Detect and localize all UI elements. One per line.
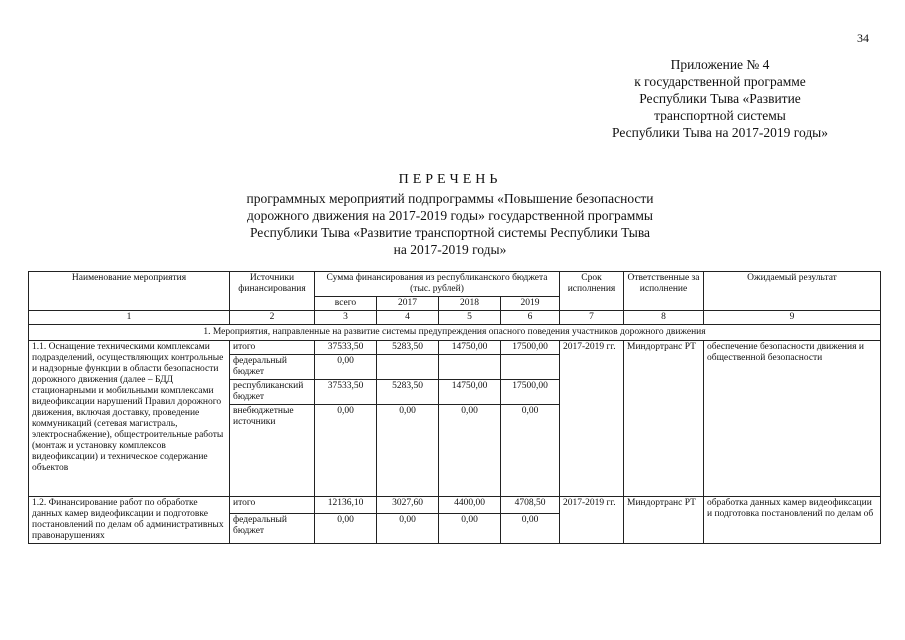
col-number: 2 xyxy=(230,311,315,325)
col-number: 6 xyxy=(501,311,560,325)
term-cell: 2017-2019 гг. xyxy=(560,341,624,497)
result-cell: обеспечение безопасности движения и общественной безопасности xyxy=(704,341,881,497)
column-number-row xyxy=(29,311,881,325)
subtitle-line: Республики Тыва «Развитие транспортной системы Республики Тыва xyxy=(249,225,651,240)
y2019-cell: 0,00 xyxy=(501,513,560,543)
total-cell: 0,00 xyxy=(315,405,377,497)
appendix-line: транспортной системы xyxy=(654,108,786,123)
item-name: 1.1. Оснащение техническими комплексами подразделений, осуществляющих контрольные и надзорные функции в области безопасности дорожного движения (далее – БДД стационарными и мобильными комплексами видеофиксации нарушений Правил дорожного движения, включая доставку, проведение коммуникаций (сетевая магистраль, электроснабжение), общестроительные работы (монтаж и установку комплексов видеофиксации) и техническое содержание объектов xyxy=(29,341,230,497)
total-cell: 37533,50 xyxy=(315,380,377,405)
header-2017: 2017 xyxy=(377,297,439,311)
header-sources: Источники финансирования xyxy=(230,272,315,311)
y2017-cell xyxy=(377,355,439,380)
document-title: ПЕРЕЧЕНЬ xyxy=(398,172,502,187)
appendix-line: Республики Тыва на 2017-2019 годы» xyxy=(611,125,829,140)
appendix-line: Приложение № 4 xyxy=(670,57,770,72)
header-name: Наименование мероприятия xyxy=(29,272,230,311)
source-cell: итого xyxy=(230,341,315,355)
document-heading xyxy=(200,172,700,258)
responsible-cell: Миндортранс РТ xyxy=(624,497,704,544)
table-row xyxy=(29,497,881,514)
source-cell: итого xyxy=(230,497,315,514)
responsible-cell: Миндортранс РТ xyxy=(624,341,704,497)
header-result: Ожидаемый результат xyxy=(704,272,881,311)
col-number: 9 xyxy=(704,311,881,325)
section-title: 1. Мероприятия, направленные на развитие системы предупреждения опасного поведения участников дорожного движения xyxy=(29,325,881,341)
y2017-cell: 3027,60 xyxy=(377,497,439,514)
total-cell: 37533,50 xyxy=(315,341,377,355)
header-responsible: Ответственные за исполнение xyxy=(624,272,704,311)
y2018-cell: 0,00 xyxy=(439,513,501,543)
header-2018: 2018 xyxy=(439,297,501,311)
total-cell: 12136,10 xyxy=(315,497,377,514)
source-cell: федеральный бюджет xyxy=(230,355,315,380)
y2017-cell: 0,00 xyxy=(377,513,439,543)
y2018-cell xyxy=(439,355,501,380)
item-name: 1.2. Финансирование работ по обработке данных камер видеофиксации и подготовке постановлений по делам об административных правонарушениях xyxy=(29,497,230,544)
y2017-cell: 5283,50 xyxy=(377,341,439,355)
col-number: 4 xyxy=(377,311,439,325)
total-cell: 0,00 xyxy=(315,355,377,380)
col-number: 8 xyxy=(624,311,704,325)
page-number: 34 xyxy=(857,31,869,45)
result-cell: обработка данных камер видеофиксации и подготовка постановлений по делам об xyxy=(704,497,881,544)
col-number: 7 xyxy=(560,311,624,325)
col-number: 5 xyxy=(439,311,501,325)
col-number: 3 xyxy=(315,311,377,325)
appendix-line: Республики Тыва «Развитие xyxy=(639,91,801,106)
appendix-line: к государственной программе xyxy=(634,74,806,89)
y2018-cell: 14750,00 xyxy=(439,380,501,405)
header-term: Срок исполнения xyxy=(560,272,624,311)
subtitle-line: дорожного движения на 2017-2019 годы» государственной программы xyxy=(247,208,653,223)
table-header-row xyxy=(29,272,881,297)
y2019-cell: 4708,50 xyxy=(501,497,560,514)
header-2019: 2019 xyxy=(501,297,560,311)
y2019-cell: 17500,00 xyxy=(501,380,560,405)
document-subtitle xyxy=(200,190,700,258)
source-cell: республиканский бюджет xyxy=(230,380,315,405)
y2019-cell: 17500,00 xyxy=(501,341,560,355)
source-cell: федеральный бюджет xyxy=(230,513,315,543)
col-number: 1 xyxy=(29,311,230,325)
y2018-cell: 14750,00 xyxy=(439,341,501,355)
subtitle-line: на 2017-2019 годы» xyxy=(393,242,507,257)
measures-table xyxy=(28,271,881,544)
y2019-cell: 0,00 xyxy=(501,405,560,497)
y2017-cell: 0,00 xyxy=(377,405,439,497)
header-funding: Сумма финансирования из республиканского бюджета (тыс. рублей) xyxy=(315,272,560,297)
subtitle-line: программных мероприятий подпрограммы «Повышение безопасности xyxy=(246,191,654,206)
y2018-cell: 4400,00 xyxy=(439,497,501,514)
header-total: всего xyxy=(315,297,377,311)
source-cell: внебюджетные источники xyxy=(230,405,315,497)
table-row xyxy=(29,341,881,355)
term-cell: 2017-2019 гг. xyxy=(560,497,624,544)
y2018-cell: 0,00 xyxy=(439,405,501,497)
appendix-note xyxy=(560,56,880,141)
y2019-cell xyxy=(501,355,560,380)
section-row xyxy=(29,325,881,341)
total-cell: 0,00 xyxy=(315,513,377,543)
y2017-cell: 5283,50 xyxy=(377,380,439,405)
